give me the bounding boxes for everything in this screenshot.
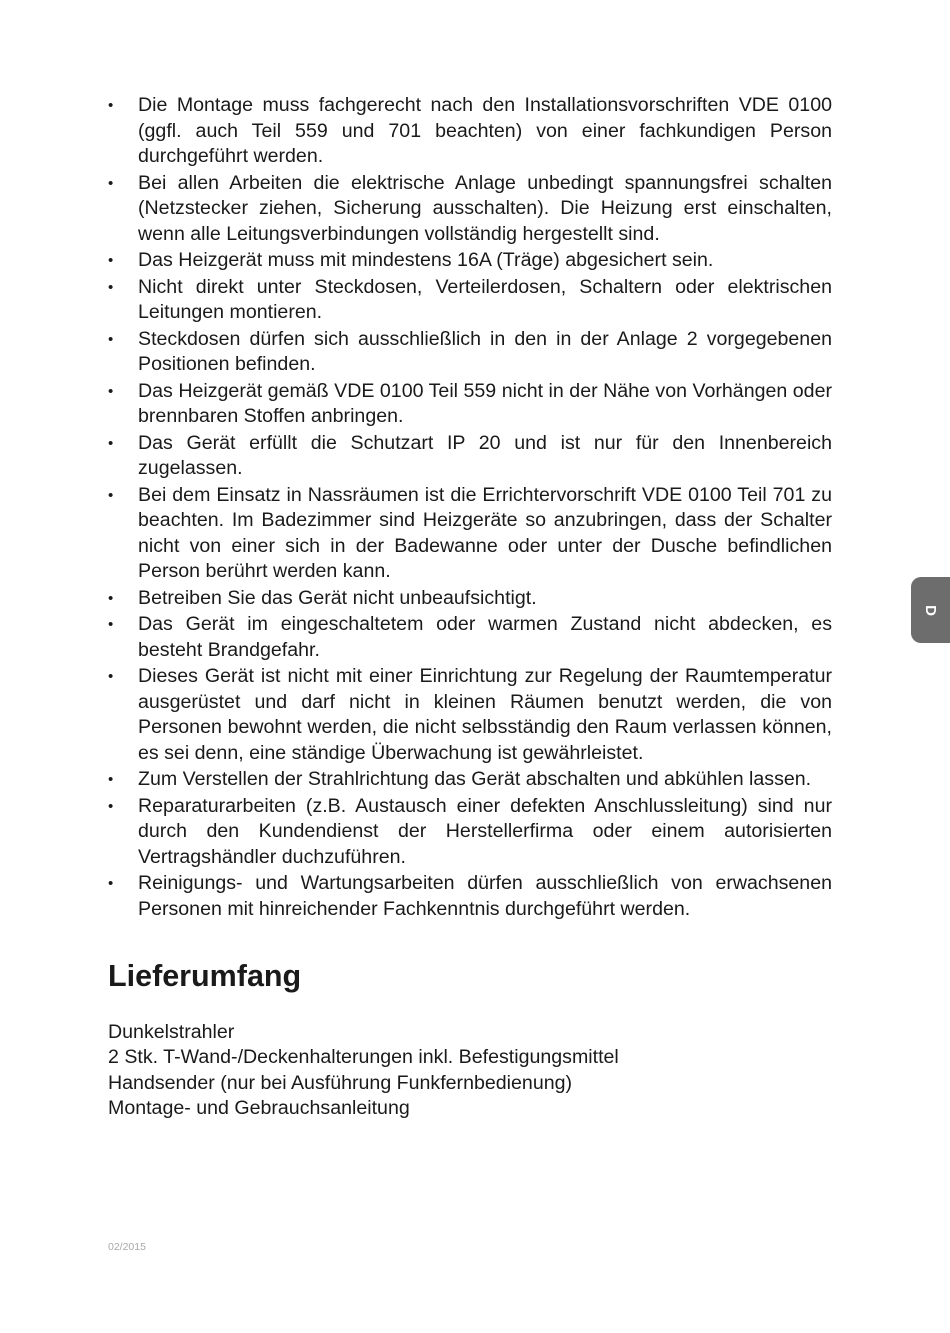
- bullet-icon: •: [108, 434, 114, 452]
- list-item: [108, 483, 832, 585]
- bullet-icon: •: [108, 771, 114, 788]
- list-item-text: Betreiben Sie das Gerät nicht unbeaufsichtigt.: [138, 586, 537, 609]
- list-item: [108, 586, 832, 612]
- list-item-text: Das Gerät erfüllt die Schutzart IP 20 und ist nur für den Innenbereich zugelassen.: [138, 431, 832, 479]
- bullet-icon: •: [108, 616, 114, 633]
- scope-item: Handsender (nur bei Ausführung Funkfernbedienung): [108, 1071, 573, 1094]
- list-item-text: Nicht direkt unter Steckdosen, Verteilerdosen, Schaltern oder elektrischen Leitungen montieren.: [138, 275, 832, 323]
- list-item-text: Das Gerät im eingeschaltetem oder warmen Zustand nicht abdecken, es besteht Brandgefahr.: [138, 613, 832, 661]
- list-item: [108, 379, 832, 430]
- bullet-icon: •: [108, 278, 114, 296]
- list-item: [108, 664, 832, 766]
- section-heading: Lieferumfang: [108, 959, 302, 993]
- list-item-text: Dieses Gerät ist nicht mit einer Einrichtung zur Regelung der Raumtemperatur ausgerüstet und darf nicht in kleinen Räumen benutzt werden, die von Personen bewohnt werden, die nicht selbsständig den Raum verlassen können, es sei denn, eine ständige Überwachung ist gewährleistet.: [138, 665, 832, 764]
- scope-item: Montage- und Gebrauchsanleitung: [108, 1096, 410, 1119]
- list-item: [108, 431, 832, 482]
- bullet-icon: •: [108, 252, 114, 269]
- list-item-text: Das Heizgerät muss mit mindestens 16A (Träge) abgesichert sein.: [138, 249, 714, 271]
- bullet-icon: •: [108, 797, 114, 815]
- list-item-text: Das Heizgerät gemäß VDE 0100 Teil 559 nicht in der Nähe von Vorhängen oder brennbaren Stoffen anbringen.: [138, 379, 832, 427]
- bullet-icon: •: [108, 668, 114, 685]
- bullet-icon: •: [108, 330, 114, 348]
- list-item: [108, 327, 832, 378]
- bullet-icon: •: [108, 382, 114, 400]
- bullet-icon: •: [108, 486, 114, 504]
- list-item: [108, 612, 832, 663]
- list-item-text: Zum Verstellen der Strahlrichtung das Gerät abschalten und abkühlen lassen.: [138, 768, 812, 790]
- bullet-icon: •: [108, 174, 114, 192]
- list-item: [108, 794, 832, 871]
- list-item-text: Bei allen Arbeiten die elektrische Anlage unbedingt spannungsfrei schalten (Netzstecker ziehen, Sicherung ausschalten). Die Heizung erst einschalten, wenn alle Leitungsverbindungen vollständig hergestellt sind.: [138, 171, 832, 245]
- list-item: [108, 171, 832, 248]
- list-item: [108, 871, 832, 922]
- scope-item: 2 Stk. T-Wand-/Deckenhalterungen inkl. Befestigungsmittel: [108, 1046, 619, 1069]
- list-item-text: Steckdosen dürfen sich ausschließlich in den in der Anlage 2 vorgegebenen Positionen befinden.: [138, 327, 832, 375]
- document-body: [108, 93, 832, 1121]
- list-item: [108, 767, 832, 793]
- list-item: [108, 248, 832, 274]
- list-item-text: Reinigungs- und Wartungsarbeiten dürfen ausschließlich von erwachsenen Personen mit hinreichender Fachkenntnis durchgeführt werden.: [138, 872, 832, 920]
- list-item-text: Bei dem Einsatz in Nassräumen ist die Errichtervorschrift VDE 0100 Teil 701 zu beachten. Im Badezimmer sind Heizgeräte so anzubringen, dass der Schalter nicht von einer sich in der Badewanne oder unter der Dusche befindlichen Person berührt werden kann.: [138, 483, 832, 582]
- list-item: [108, 93, 832, 170]
- language-tab: [911, 577, 950, 643]
- list-item-text: Die Montage muss fachgerecht nach den Installationsvorschriften VDE 0100 (ggfl. auch Teil 559 und 701 beachten) von einer fachkundigen Person durchgeführt werden.: [138, 94, 832, 167]
- bullet-icon: •: [108, 97, 114, 114]
- list-item: [108, 275, 832, 326]
- list-item-text: Reparaturarbeiten (z.B. Austausch einer defekten Anschlussleitung) sind nur durch den Kundendienst der Herstellerfirma oder einem autorisierten Vertragshändler duchzuführen.: [138, 794, 832, 868]
- scope-item: Dunkelstrahler: [108, 1021, 235, 1043]
- language-tab-label: D: [922, 604, 939, 616]
- safety-instructions-list: [108, 93, 832, 922]
- bullet-icon: •: [108, 589, 114, 607]
- footer-date: 02/2015: [108, 1241, 146, 1253]
- bullet-icon: •: [108, 875, 114, 892]
- delivery-scope-list: [108, 1020, 832, 1121]
